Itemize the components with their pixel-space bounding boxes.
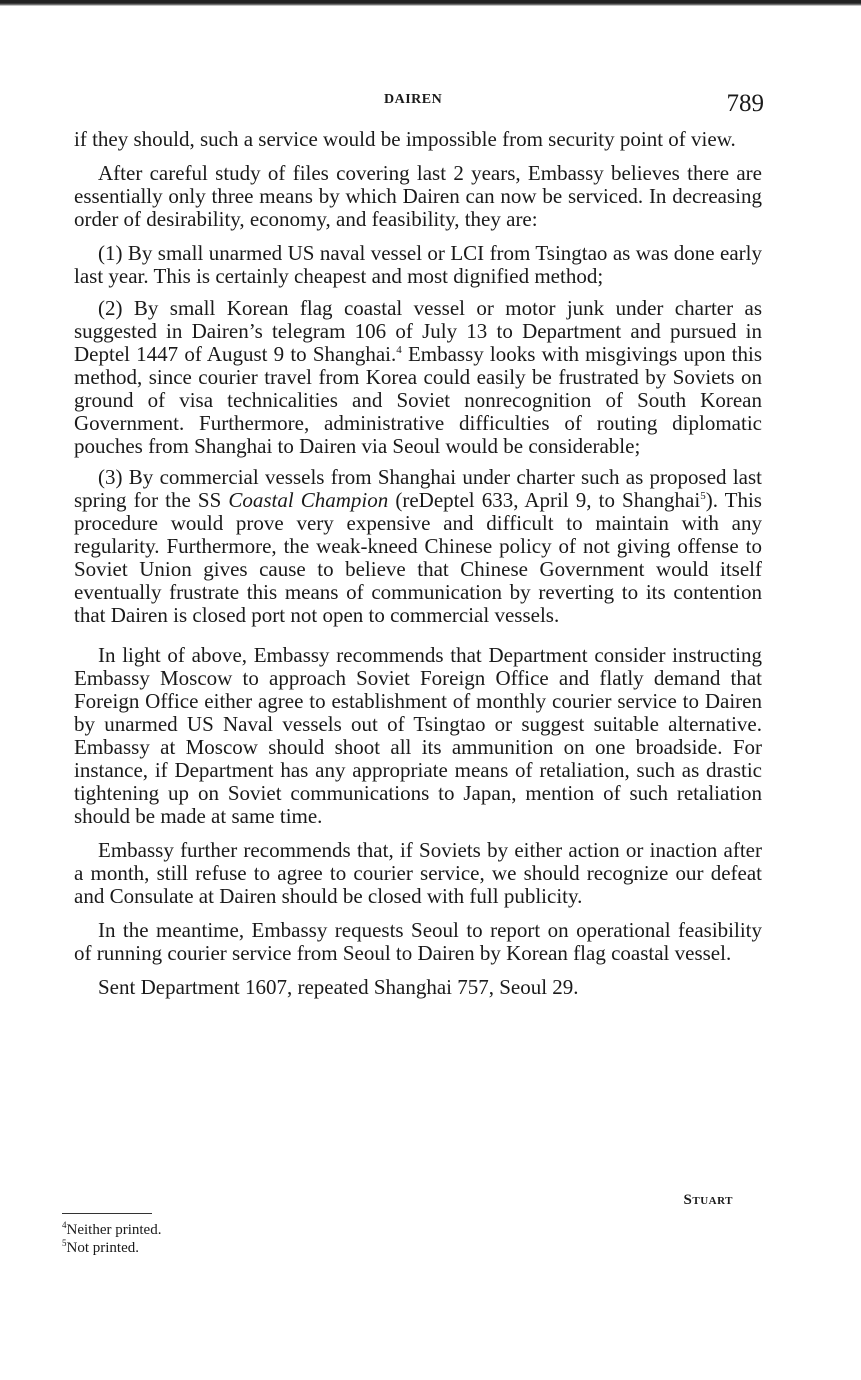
paragraph-meantime: In the meantime, Embassy requests Seoul to report on operational feasibility of running courier service from Seoul to Dairen by Korean flag coastal vessel.	[74, 918, 762, 965]
footnote-ref-5: 5	[700, 490, 706, 502]
list-item-naval-vessel: (1) By small unarmed US naval vessel or LCI from Tsingtao as was done early last year. This is certainly cheapest and most dignified method;	[74, 241, 762, 288]
paragraph-sent-line: Sent Department 1607, repeated Shanghai 757, Seoul 29.	[98, 975, 579, 999]
signature: Stuart	[683, 1192, 733, 1208]
footnote-5	[62, 1239, 462, 1257]
list-item-commercial-b: (reDeptel 633, April 9, to Shanghai	[388, 488, 701, 512]
list-item-commercial-vessels	[74, 466, 762, 627]
footnote-text: Neither printed.	[66, 1222, 162, 1238]
ship-name: Coastal Champion	[228, 488, 389, 512]
footnote-4	[62, 1221, 462, 1239]
footnote-mark: 4	[62, 1220, 67, 1230]
running-head: DAIREN	[384, 92, 443, 107]
scan-top-edge	[0, 0, 861, 6]
footnote-mark: 5	[62, 1238, 67, 1248]
paragraph-further-recommendation: Embassy further recommends that, if Soviets by either action or inaction after a month, still refuse to agree to courier service, we should recognize our defeat and Consulate at Dairen should be closed with full publicity.	[74, 838, 762, 908]
footnote-text: Not printed.	[66, 1240, 139, 1256]
body-text	[74, 128, 762, 1010]
footnote-ref-4: 4	[396, 344, 402, 356]
list-item-korean-vessel-text: (2) By small Korean flag coastal vessel or motor junk under charter as suggested in Dairen’s telegram 106 of July 13 to Department and pursued in Deptel 1447 of August 9 to Shanghai.	[74, 296, 762, 366]
page-header	[74, 90, 764, 122]
list-item-korean-vessel	[74, 297, 762, 458]
list-item-korean-vessel-rest: Embassy looks with misgivings upon this method, since courier travel from Korea could easily be frustrated by Soviets on ground of visa technicalities and Soviet nonrecognition of South Korean Government. Furthermore, administrative difficulties of routing diplomatic pouches from Shanghai to Dairen via Seoul would be considerable;	[74, 342, 762, 458]
footnotes	[62, 1221, 462, 1257]
paragraph-continuation: if they should, such a service would be impossible from security point of view.	[74, 127, 736, 151]
list-item-commercial-a: (3) By commercial vessels from Shanghai under charter such as proposed last spring for the SS	[74, 465, 762, 512]
paragraph-means-intro: After careful study of files covering last 2 years, Embassy believes there are essentially only three means by which Dairen can now be serviced. In decreasing order of desirability, economy, and feasibility, they are:	[74, 161, 762, 231]
list-item-commercial-c: ). This procedure would prove very expensive and difficult to maintain with any regularity. Furthermore, the weak-kneed Chinese policy of not giving offense to Soviet Union gives cause to believe that Chinese Government would itself eventually frustrate this means of communication by reverting to its contention that Dairen is closed port not open to commercial vessels.	[74, 488, 762, 627]
page-number: 789	[726, 90, 764, 117]
paragraph-recommendation: In light of above, Embassy recommends that Department consider instructing Embassy Moscow to approach Soviet Foreign Office and flatly demand that Foreign Office either agree to establishment of monthly courier service to Dairen by unarmed US Naval vessels out of Tsingtao or suggest suitable alternative. Embassy at Moscow should shoot all its ammunition on one broadside. For instance, if Department has any appropriate means of retaliation, such as drastic tightening up on Soviet communications to Japan, mention of such retaliation should be made at same time.	[74, 643, 762, 828]
footnote-divider	[62, 1213, 152, 1214]
